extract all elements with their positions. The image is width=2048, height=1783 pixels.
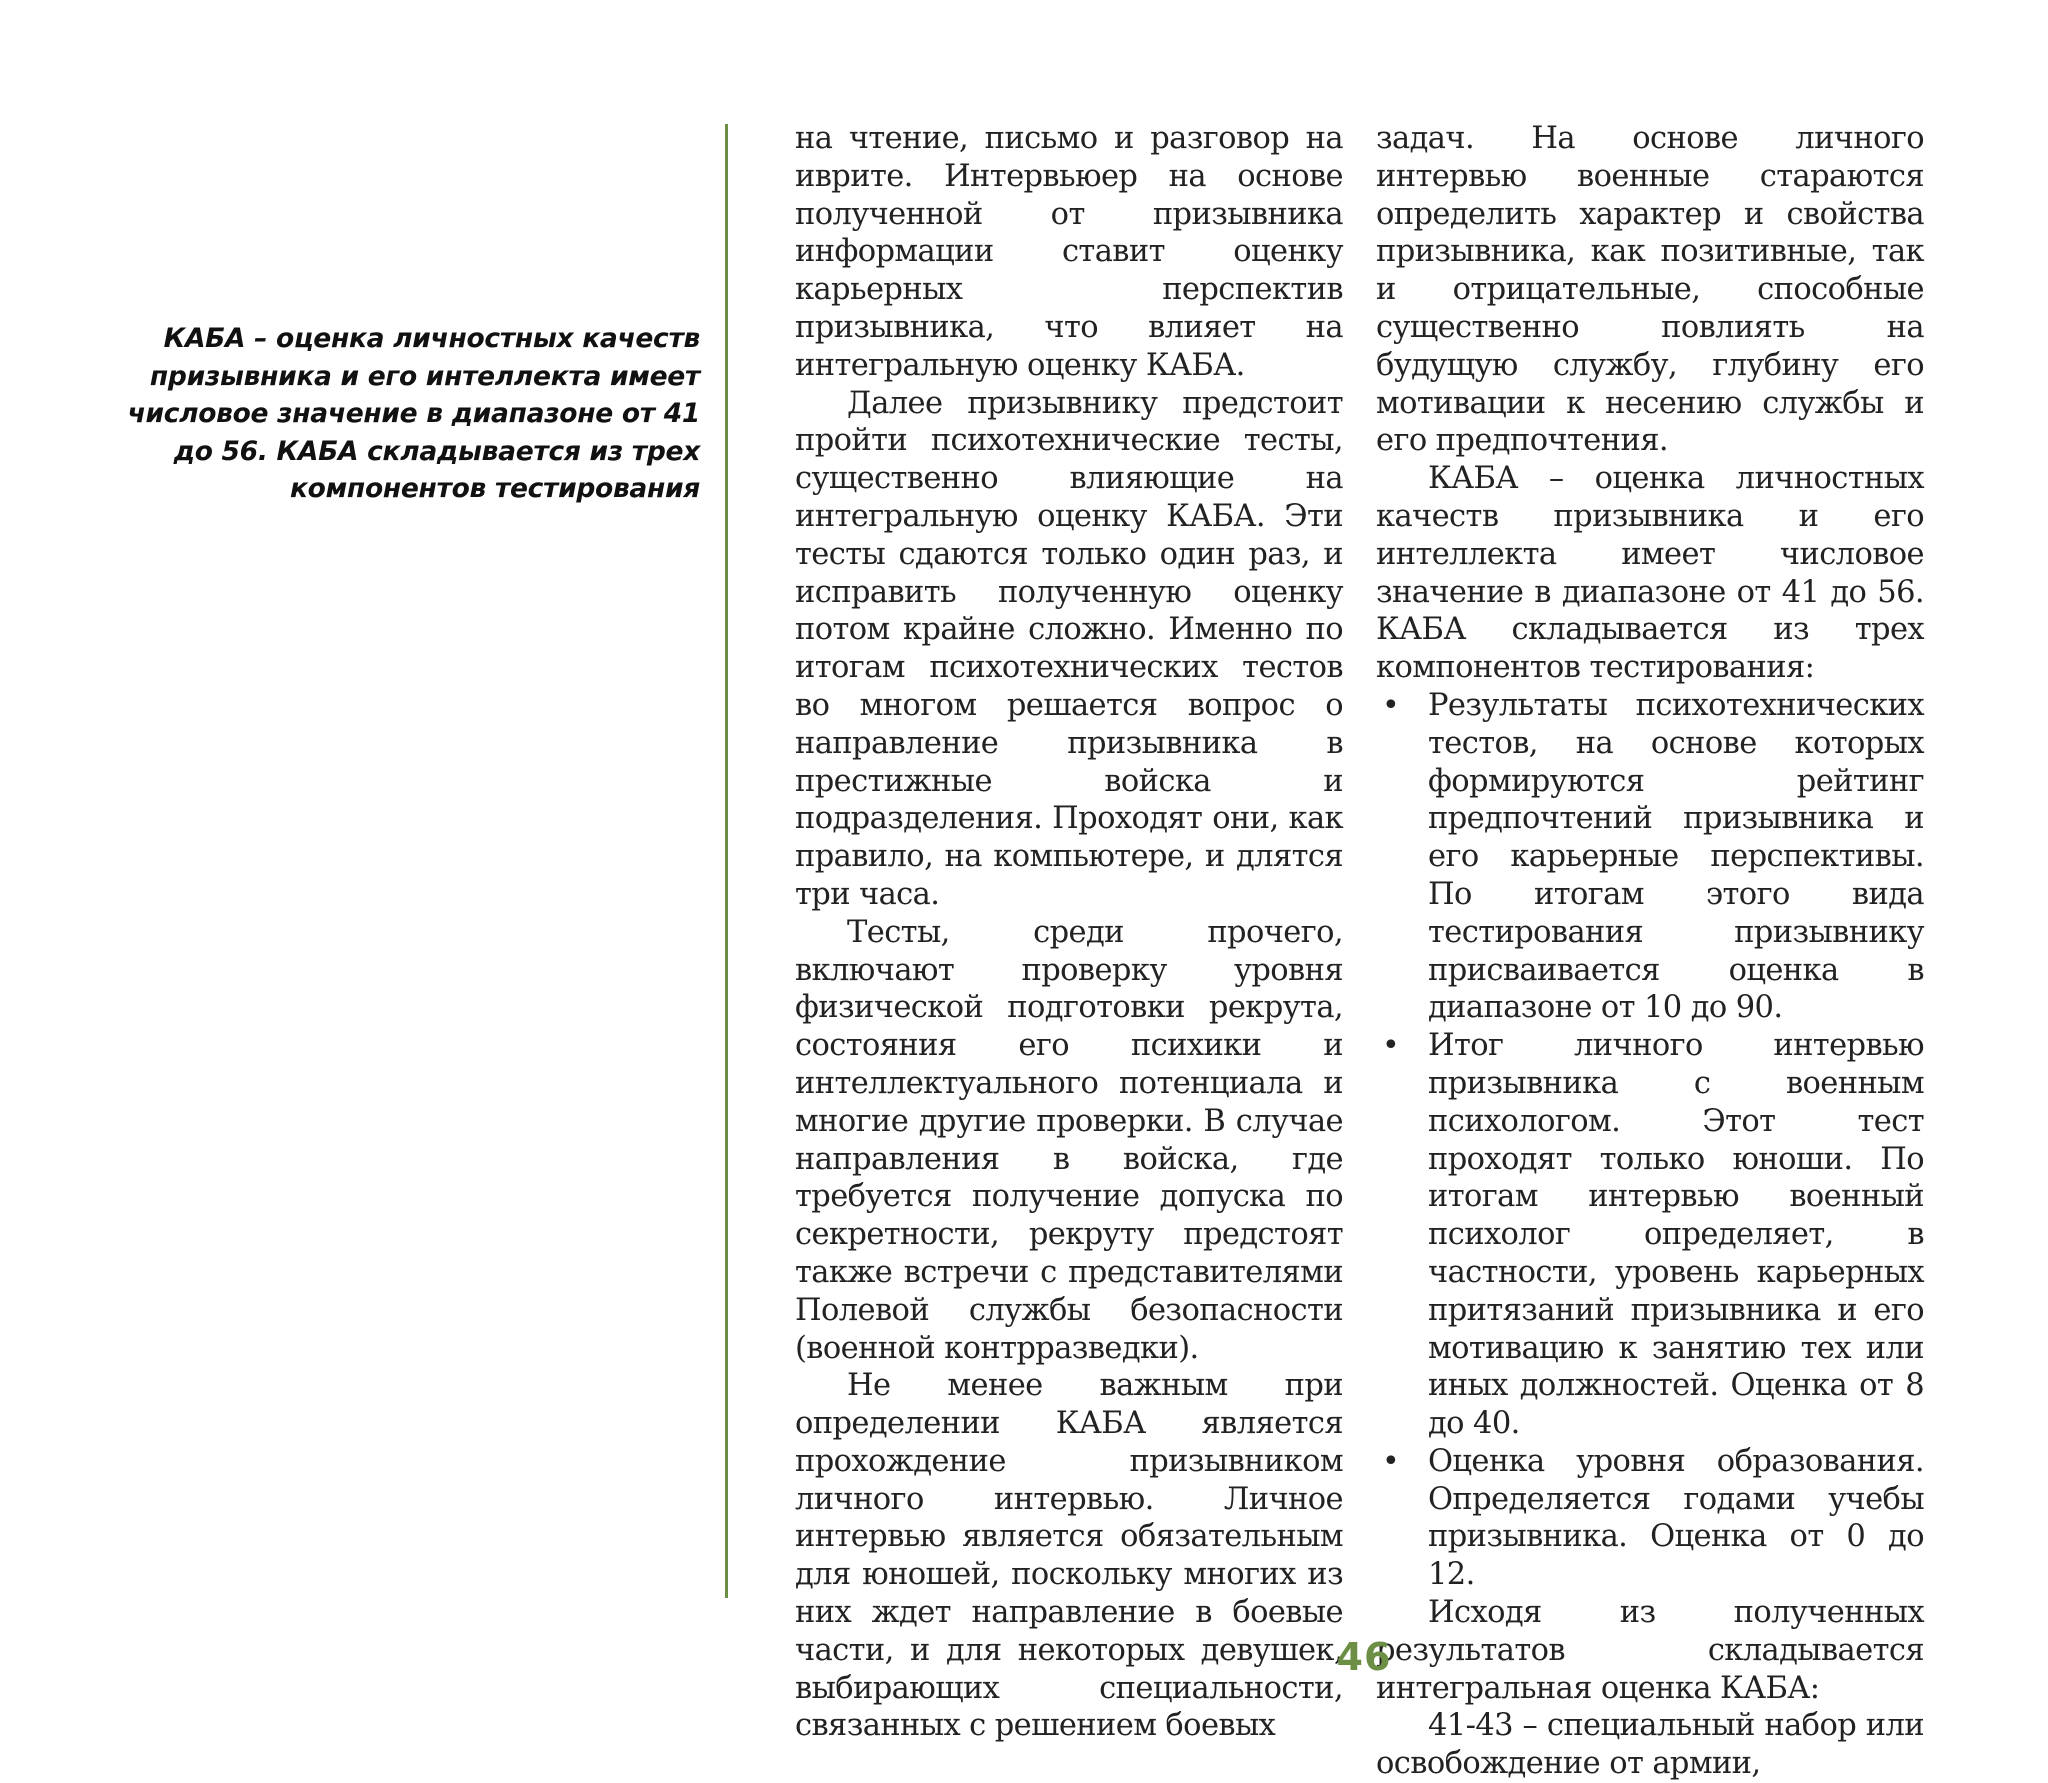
list-item-text: Оценка уровня образования. Определяется годами учебы призывника. Оценка от 0 до 12. [1428,1443,1924,1593]
page-number: 46 [1336,1635,1392,1679]
list-item-text: Результаты психотехнических тестов, на основе которых формируются рейтинг предпочтений призывника и его карьерные перспективы. По итогам этого вида тестирования призывнику присваивается оценка в диапазоне от 10 до 90. [1428,687,1924,1026]
paragraph: задач. На основе личного интервью военные стараются определить характер и свойства призывника, как позитивные, так и отрицательные, способные существенно повлиять на будущую службу, глубину его мотивации к несению службы и его предпочтения. [1376,121,1924,459]
text-column-2 [1376,120,1924,1783]
bullet-list [1376,687,1924,1594]
paragraph: Тесты, среди прочего, включают проверку уровня физической подготовки рекрута, состояния его психики и интеллектуального потенциала и многие другие проверки. В случае направления в войска, где требуется получение допуска по секретности, рекруту предстоят также встречи с представителями Полевой службы безопасности (военной контрразведки). [795,914,1343,1366]
text-column-1 [795,120,1343,1745]
paragraph: КАБА – оценка личностных качеств призывника и его интеллекта имеет числовое значение в диапазоне от 41 до 56. КАБА складывается из трех компонентов тестирования: [1376,461,1924,686]
list-item-text: Итог личного интервью призывника с военным психологом. Этот тест проходят только юноши. По итогам интервью военный психолог определяет, в частности, уровень карьерных притязаний призывника и его мотивацию к занятию тех или иных должностей. Оценка от 8 до 40. [1428,1028,1924,1442]
bullet-icon: • [1382,687,1400,723]
pull-quote: КАБА – оценка личностных качеств призывника и его интеллекта имеет числовое значение в диапазоне от 41 до 56. КАБА складывается из трех компонентов тестирования [127,323,700,504]
paragraph: Далее призывнику предстоит пройти психотехнические тесты, существенно влияющие на интегральную оценку КАБА. Эти тесты сдаются только один раз, и исправить полученную оценку потом крайне сложно. Именно по итогам психотехнических тестов во многом решается вопрос о направление призывника в престижные войска и подразделения. Проходят они, как правило, на компьютере, и длятся три часа. [795,385,1343,912]
list-item [1376,1443,1924,1594]
paragraph: Исходя из полученных результатов складывается интегральная оценка КАБА: [1376,1595,1924,1706]
list-item [1376,687,1924,1027]
paragraph: Не менее важным при определении КАБА является прохождение призывником личного интервью. Личное интервью является обязательным для юношей, поскольку многих из них ждет направление в боевые части, и для некоторых девушек, выбирающих специальности, связанных с решением боевых [795,1368,1343,1744]
bullet-icon: • [1382,1028,1400,1064]
bullet-icon: • [1382,1443,1400,1479]
vertical-divider [725,124,728,1598]
paragraph: на чтение, письмо и разговор на иврите. Интервьюер на основе полученной от призывника информации ставит оценку карьерных перспектив призывника, что влияет на интегральную оценку КАБА. [795,121,1343,383]
list-item [1376,1027,1924,1443]
paragraph: 41-43 – специальный набор или освобождение от армии, [1376,1708,1924,1782]
